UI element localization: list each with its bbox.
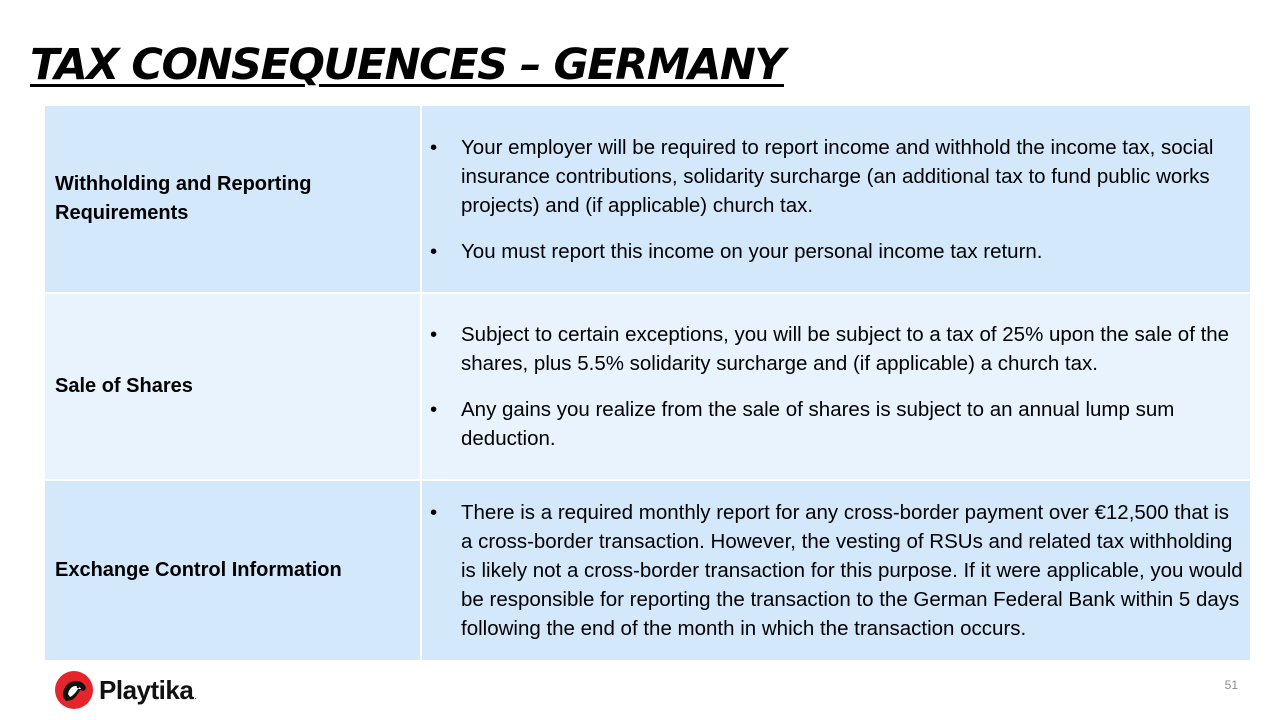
bullet-text: Subject to certain exceptions, you will be subject to a tax of 25% upon the sale of the shares, plus 5.5% solidarity surcharge and (if applicable) a church tax. <box>461 323 1230 375</box>
bullet-text: Your employer will be required to report income and withhold the income tax, social insurance contributions, solidarity surcharge (an additional tax to fund public works projects) and (if applicable) church tax. <box>461 135 1214 217</box>
bullet-icon: • <box>430 135 438 159</box>
bullet-list <box>422 320 1250 453</box>
table-row-exchange-control <box>44 480 1251 661</box>
bullet-item <box>430 237 1244 266</box>
page-number: 51 <box>1224 678 1238 692</box>
row-content <box>421 480 1251 661</box>
tax-consequences-table <box>43 104 1252 662</box>
row-label: Sale of Shares <box>44 293 421 480</box>
bullet-list <box>422 498 1250 643</box>
row-label: Exchange Control Information <box>44 480 421 661</box>
bullet-list <box>422 133 1250 266</box>
bullet-text: Any gains you realize from the sale of shares is subject to an annual lump sum deduction. <box>461 398 1175 450</box>
table-row-sale-of-shares <box>44 293 1251 480</box>
bullet-icon: • <box>430 239 438 263</box>
row-content <box>421 293 1251 480</box>
slide-title: TAX CONSEQUENCES – GERMANY <box>30 40 784 90</box>
bullet-item <box>430 133 1244 220</box>
table-row-withholding <box>44 105 1251 293</box>
bullet-icon: • <box>430 501 438 524</box>
bullet-item <box>430 395 1244 453</box>
playtika-logo <box>54 663 197 717</box>
bullet-text: You must report this income on your personal income tax return. <box>461 239 1043 263</box>
logo-dot: . <box>194 691 198 702</box>
row-label: Withholding and Reporting Requirements <box>44 105 421 293</box>
bullet-text: There is a required monthly report for any cross-border payment over €12,500 that is a cross-border transaction. However, the vesting of RSUs and related tax withholding is likely not a cross-border transaction for this purpose. If it were applicable, you would be responsible for reporting the transaction to the German Federal Bank within 5 days following the end of the month in which the transaction occurs. <box>461 501 1243 640</box>
bullet-item <box>430 320 1244 378</box>
panther-logo-icon <box>54 670 94 710</box>
row-content <box>421 105 1251 293</box>
bullet-item <box>430 498 1244 643</box>
logo-text: Playtika <box>99 675 194 705</box>
bullet-icon: • <box>430 323 438 346</box>
bullet-icon: • <box>430 398 438 421</box>
